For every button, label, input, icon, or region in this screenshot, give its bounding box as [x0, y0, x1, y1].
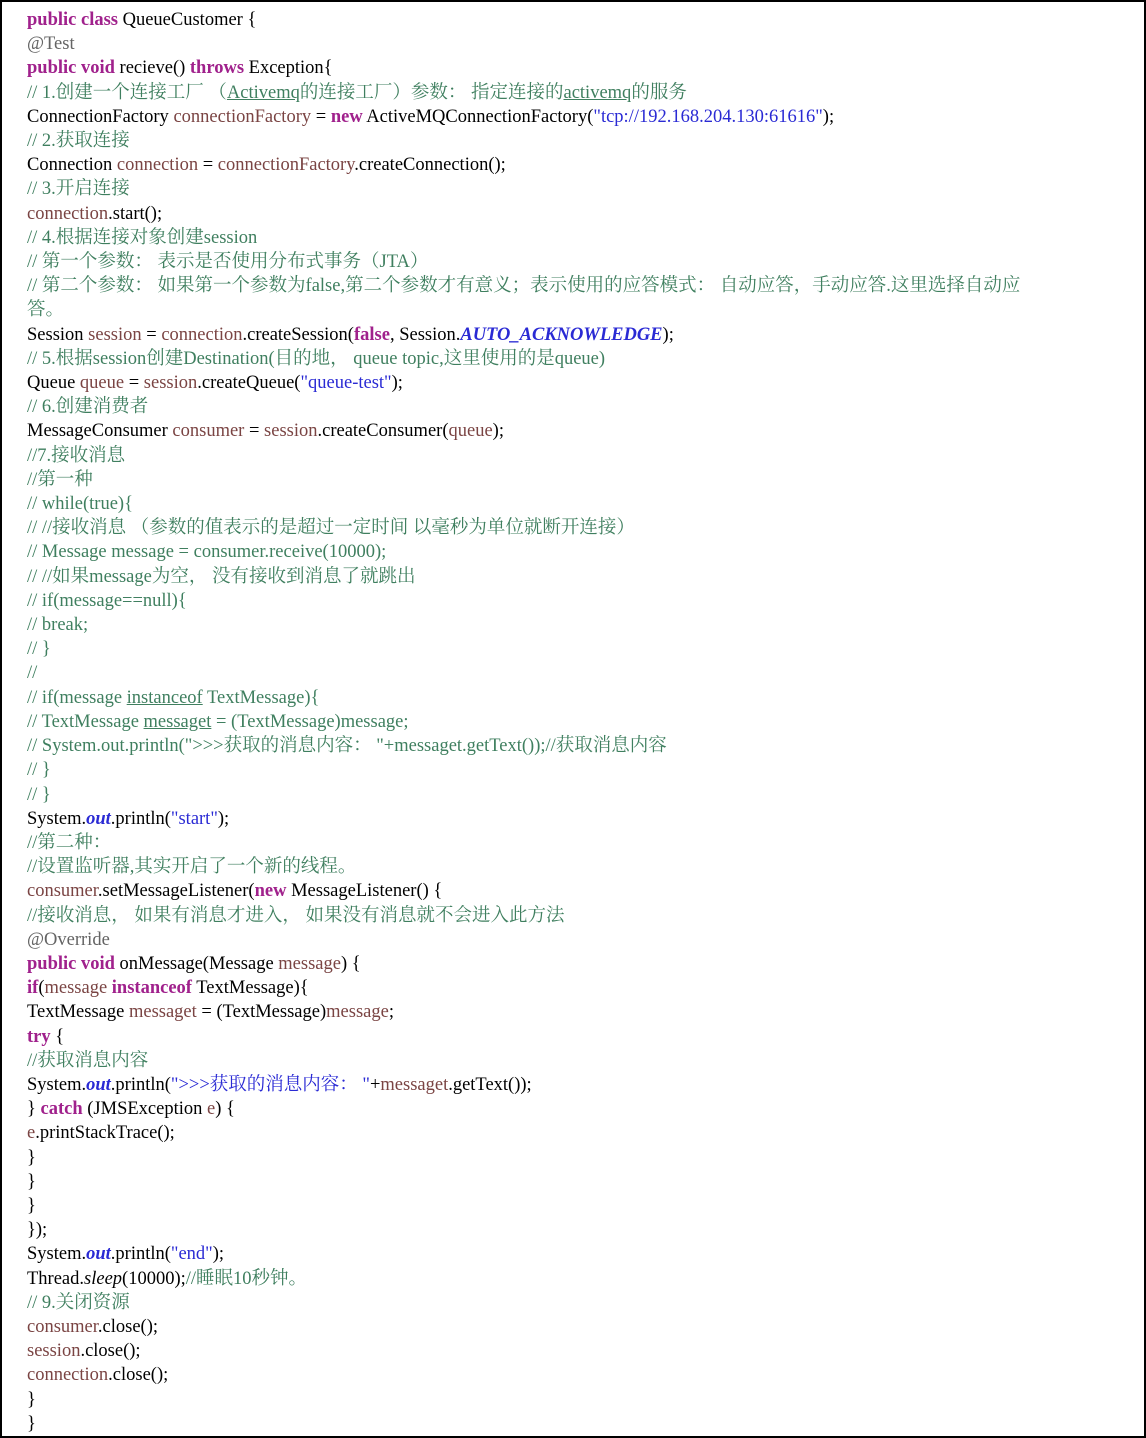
code-segment: .createQueue(	[197, 373, 301, 394]
code-line	[27, 129, 1132, 153]
code-line	[27, 516, 1132, 540]
code-segment: );	[212, 1244, 225, 1265]
code-segment: connection	[27, 203, 109, 224]
code-line	[27, 226, 1132, 250]
code-segment: //接收消息， 如果有消息才进入， 如果没有消息就不会进入此方法	[27, 905, 565, 926]
code-segment: messaget	[128, 1002, 197, 1023]
code-segment: // //如果message为空， 没有接收到消息了就跳出	[27, 566, 416, 587]
code-segment: .createSession(	[242, 324, 354, 345]
code-line	[27, 952, 1132, 976]
code-segment: // }	[27, 639, 51, 660]
code-segment: System.	[27, 808, 87, 829]
code-segment: );	[391, 373, 403, 394]
code-line	[27, 8, 1132, 32]
code-segment: connection	[116, 155, 199, 176]
code-segment: try	[27, 1026, 51, 1047]
code-segment: );	[492, 421, 504, 442]
code-segment: ActiveMQConnectionFactory(	[362, 106, 594, 127]
code-segment: = (TextMessage)	[196, 1002, 327, 1023]
code-segment: @Test	[27, 34, 75, 55]
code-segment: recieve()	[114, 58, 190, 79]
code-segment: Thread.	[27, 1268, 85, 1289]
code-line	[27, 153, 1132, 177]
code-segment: message	[326, 1002, 389, 1023]
code-segment: // if(message	[27, 687, 127, 708]
code-segment: // while(true){	[27, 494, 133, 515]
code-segment: }	[27, 1147, 36, 1168]
code-segment: activemq	[563, 82, 632, 103]
code-line	[27, 758, 1132, 782]
code-line	[27, 1073, 1132, 1097]
code-segment: }	[27, 1195, 36, 1216]
code-segment: .printStackTrace();	[35, 1123, 175, 1144]
code-segment: // //接收消息 （参数的值表示的是超过一定时间 以毫秒为单位就断开连接）	[27, 518, 635, 539]
code-segment: queue	[448, 421, 493, 442]
code-line	[27, 1025, 1132, 1049]
code-line	[27, 637, 1132, 661]
code-line	[27, 177, 1132, 201]
code-segment: }	[27, 1171, 36, 1192]
code-segment: );	[822, 106, 835, 127]
code-line	[27, 734, 1132, 758]
code-segment: out	[86, 808, 111, 829]
code-line	[27, 105, 1132, 129]
code-segment: out	[86, 1074, 111, 1095]
code-segment: connection	[161, 324, 243, 345]
code-segment: .close();	[97, 1316, 159, 1337]
code-line	[27, 1339, 1132, 1363]
code-line	[27, 565, 1132, 589]
code-segment: e	[27, 1123, 36, 1144]
code-line	[27, 274, 1132, 298]
code-segment: .close();	[80, 1341, 141, 1362]
code-line	[27, 1000, 1132, 1024]
code-segment: AUTO_ACKNOWLEDGE	[460, 324, 663, 345]
code-line	[27, 855, 1132, 879]
code-segment: =	[141, 324, 162, 345]
code-line	[27, 831, 1132, 855]
code-segment: "start"	[170, 808, 218, 829]
code-segment: =	[311, 106, 331, 127]
code-segment: "end"	[170, 1244, 213, 1265]
code-segment: Exception{	[244, 58, 333, 79]
code-line	[27, 395, 1132, 419]
code-segment: (	[38, 978, 45, 999]
code-segment: Activemq	[226, 82, 300, 103]
code-segment: .close();	[108, 1365, 169, 1386]
code-segment: =	[198, 155, 218, 176]
code-segment: message	[278, 953, 341, 974]
code-segment: messaget	[143, 711, 212, 732]
code-segment: sleep	[84, 1268, 123, 1289]
code-segment: connection	[27, 1365, 109, 1386]
code-segment: ;	[388, 1002, 394, 1023]
code-line	[27, 323, 1132, 347]
code-segment: .createConnection();	[354, 155, 506, 176]
code-segment: ) {	[215, 1099, 235, 1120]
code-segment: , Session.	[389, 324, 461, 345]
code-segment: // }	[27, 760, 51, 781]
code-line	[27, 492, 1132, 516]
code-segment: .println(	[110, 808, 171, 829]
code-segment: // Message message = consumer.receive(10000);	[27, 542, 387, 563]
code-line	[27, 1170, 1132, 1194]
code-segment: // }	[27, 784, 51, 805]
code-line	[27, 1388, 1132, 1412]
code-segment: // break;	[27, 615, 89, 636]
code-segment: .println(	[110, 1244, 171, 1265]
code-segment: consumer	[172, 421, 245, 442]
code-line	[27, 202, 1132, 226]
code-segment: .println(	[110, 1074, 171, 1095]
code-segment: TextMessage	[27, 1002, 129, 1023]
code-line	[27, 81, 1132, 105]
code-segment: }	[27, 1099, 41, 1120]
code-line	[27, 1291, 1132, 1315]
code-segment: }	[27, 1413, 36, 1434]
code-segment: instanceof	[111, 978, 192, 999]
code-segment: =	[244, 421, 265, 442]
code-line	[27, 710, 1132, 734]
code-segment: //设置监听器,其实开启了一个新的线程。	[27, 857, 357, 878]
code-segment: // System.out.println(">>>获取的消息内容： "+messaget.getText());//获取消息内容	[27, 736, 667, 757]
code-segment: // 9.关闭资源	[27, 1292, 130, 1313]
code-segment: {	[50, 1026, 65, 1047]
code-line	[27, 807, 1132, 831]
code-segment: (10000);	[122, 1268, 186, 1289]
code-segment: // 6.创建消费者	[27, 397, 149, 418]
code-segment: // 4.根据连接对象创建session	[27, 227, 258, 248]
code-segment: .start();	[108, 203, 163, 224]
code-segment: });	[27, 1220, 48, 1241]
code-segment: //睡眠10秒钟。	[185, 1268, 308, 1289]
code-line	[27, 32, 1132, 56]
code-segment: "queue-test"	[300, 373, 392, 394]
code-line	[27, 783, 1132, 807]
code-segment: message	[44, 978, 108, 999]
code-segment: onMessage(Message	[114, 953, 279, 974]
code-segment: }	[27, 1389, 36, 1410]
code-line	[27, 298, 1132, 322]
code-segment: .setMessageListener(	[97, 881, 255, 902]
code-segment: =	[124, 373, 144, 394]
code-line	[27, 250, 1132, 274]
code-segment: session	[143, 373, 198, 394]
code-segment: public class	[27, 10, 118, 30]
code-line	[27, 1121, 1132, 1145]
code-segment: ">>>获取的消息内容： "	[170, 1074, 370, 1095]
code-line	[27, 1363, 1132, 1387]
code-segment: System.	[27, 1244, 87, 1265]
code-segment: 答。	[27, 300, 65, 321]
code-segment: );	[662, 324, 674, 345]
code-line	[27, 1097, 1132, 1121]
code-segment: consumer	[27, 881, 98, 902]
code-segment: // 5.根据session创建Destination(目的地， queue topic,这里使用的是queue)	[27, 348, 606, 369]
code-segment: // 3.开启连接	[27, 179, 130, 200]
code-segment: .getText());	[448, 1074, 532, 1095]
code-line	[27, 1242, 1132, 1266]
code-line	[27, 976, 1132, 1000]
code-segment: // 第二个参数： 如果第一个参数为false,第二个参数才有意义；表示使用的应答模式： 自动应答，手动应答.这里选择自动应	[27, 276, 1021, 297]
code-line	[27, 613, 1132, 637]
code-segment: session	[264, 421, 318, 442]
code-segment: false	[353, 324, 390, 345]
code-segment: connectionFactory	[217, 155, 355, 176]
code-segment: Queue	[27, 373, 80, 394]
code-line	[27, 468, 1132, 492]
code-line	[27, 1146, 1132, 1170]
code-segment: e	[207, 1099, 216, 1120]
code-line	[27, 686, 1132, 710]
code-segment: //第二种：	[27, 832, 112, 853]
code-segment: ConnectionFactory	[27, 106, 174, 127]
code-segment: // if(message==null){	[27, 590, 187, 611]
code-segment: instanceof	[126, 687, 203, 708]
code-segment: public void	[27, 953, 115, 974]
code-segment: connectionFactory	[173, 106, 312, 127]
code-line	[27, 1194, 1132, 1218]
code-line	[27, 928, 1132, 952]
code-line	[27, 1049, 1132, 1073]
code-segment: = (TextMessage)message;	[211, 711, 409, 732]
code-segment: System.	[27, 1074, 87, 1095]
code-segment: messaget	[380, 1074, 449, 1095]
code-segment: queue	[79, 373, 125, 394]
code-segment: // TextMessage	[27, 711, 144, 732]
code-segment: MessageListener() {	[286, 881, 443, 902]
code-line	[27, 347, 1132, 371]
code-segment: );	[217, 808, 230, 829]
code-segment: // 1.创建一个连接工厂 （	[27, 82, 227, 103]
code-segment: QueueCustomer {	[117, 10, 257, 30]
code-segment: //7.接收消息	[27, 445, 126, 466]
code-line	[27, 419, 1132, 443]
code-segment: // 第一个参数： 表示是否使用分布式事务（JTA）	[27, 252, 429, 273]
code-line	[27, 1267, 1132, 1291]
code-segment: +	[369, 1074, 381, 1095]
code-segment: 的服务	[631, 82, 687, 103]
code-line	[27, 661, 1132, 685]
code-segment: new	[254, 881, 287, 902]
code-segment: //获取消息内容	[27, 1050, 149, 1071]
code-segment: 的连接工厂）参数： 指定连接的	[299, 82, 564, 103]
code-segment: consumer	[27, 1316, 98, 1337]
code-line	[27, 904, 1132, 928]
code-segment: session	[88, 324, 142, 345]
code-segment: Connection	[27, 155, 117, 176]
code-line	[27, 1412, 1132, 1436]
code-line	[27, 879, 1132, 903]
code-segment: if	[27, 978, 39, 999]
code-segment: throws	[189, 58, 245, 79]
code-line	[27, 589, 1132, 613]
code-segment: .createConsumer(	[317, 421, 449, 442]
code-segment: TextMessage){	[202, 687, 320, 708]
code-line	[27, 56, 1132, 80]
code-line	[27, 1218, 1132, 1242]
code-segment: @Override	[27, 929, 110, 950]
code-segment: //	[27, 663, 38, 684]
code-segment: (JMSException	[82, 1099, 207, 1120]
code-segment: new	[330, 106, 363, 127]
code-segment: TextMessage){	[191, 978, 309, 999]
code-line	[27, 540, 1132, 564]
code-line	[27, 444, 1132, 468]
code-segment: catch	[40, 1099, 83, 1120]
code-segment: out	[86, 1244, 111, 1265]
code-line	[27, 1315, 1132, 1339]
code-segment: session	[27, 1341, 81, 1362]
code-segment: MessageConsumer	[27, 421, 173, 442]
code-segment: //第一种	[27, 469, 93, 490]
code-segment: ) {	[340, 953, 361, 974]
code-segment: public void	[27, 58, 115, 79]
code-segment: "tcp://192.168.204.130:61616"	[593, 106, 823, 127]
code-segment: Session	[27, 324, 89, 345]
code-line	[27, 371, 1132, 395]
code-segment: // 2.获取连接	[27, 131, 130, 152]
